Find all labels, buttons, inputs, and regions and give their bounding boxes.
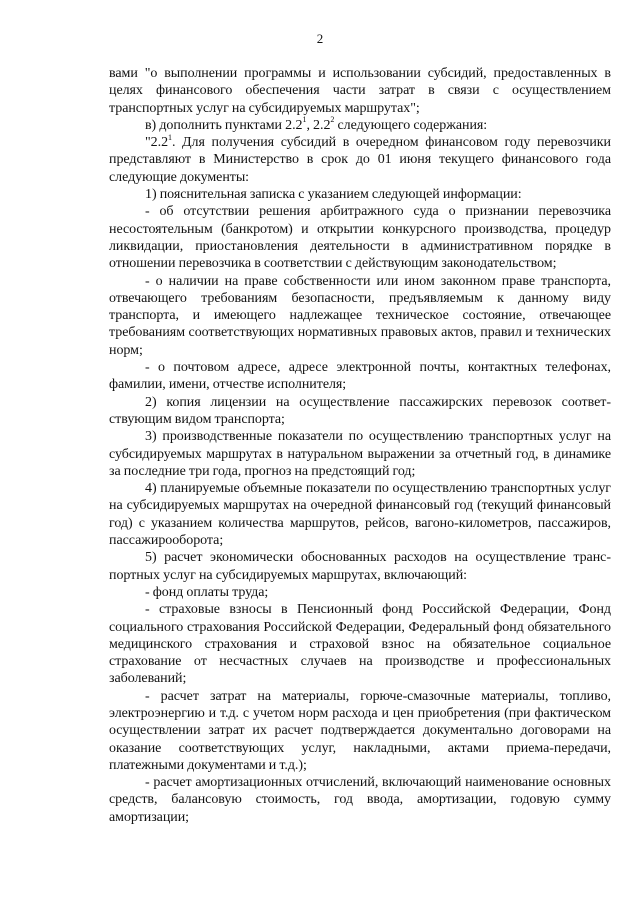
document-body — [109, 65, 611, 826]
paragraph: вами "о выполнении программы и использовании субсидий, предоставленных в целях финансового обеспечения части затрат в связи с осуществлением транспортных услуг на субсидируемых маршрутах"; — [109, 66, 611, 116]
paragraph: 3) производственные показатели по осуществлению транспортных услуг на субсидируемых маршрутах в натуральном выражении за отчетный год, в динамике за последние три года, прогноз на предстоящий год; — [109, 429, 611, 479]
paragraph: - о наличии на праве собственности или ином законном праве транспорта, отвечающего требованиям безопасности, предъявляемым к данному виду транспорта, и имеющего надлежащее техническое состояние, отвечающее требованиям соответствующих нормативных правовых актов, правил и технических норм; — [109, 273, 611, 358]
paragraph: 2) копия лицензии на осуществление пассажирских перевозок соответствующим видом транспорта; — [109, 394, 611, 427]
paragraph: в) дополнить пунктами $2.2^1$, $2.2^2$ следующего содержания: — [145, 115, 488, 133]
paragraph: - фонд оплаты труда; — [145, 584, 269, 600]
paragraph: - об отсутствии решения арбитражного суда о признании перевозчика несостоятельным (банкротом) и открытии конкурсного производства, процедур ликвидации, приостановления деятельности в административном порядке в отношении перевозчика в соответствии с действующим законодательством; — [109, 204, 611, 272]
page-number: 2 — [316, 31, 324, 46]
paragraph: 5) расчет экономически обоснованных расходов на осуществление транспортных услуг на субсидируемых маршрутах, включающий: — [109, 550, 611, 583]
paragraph: - страховые взносы в Пенсионный фонд Российской Федерации, Фонд социального страхования Российской Федерации, Федеральный фонд обязательного медицинского страхования и страховой взнос на обязательное социальное страхование от несчастных случаев на производстве и профессиональных заболеваний; — [109, 602, 611, 687]
paragraph: 4) планируемые объемные показатели по осуществлению транспортных услуг на субсидируемых маршрутах на очередной финансовый год (текущий финансовый год) с указанием количества маршрутов, рейсов, вагоно-километров, пассажиров, пассажирооборота; — [109, 481, 611, 549]
paragraph: - расчет амортизационных отчислений, включающий наименование основных средств, балансовую стоимость, год ввода, амортизации, годовую сумму амортизации; — [109, 775, 611, 825]
paragraph: - о почтовом адресе, адресе электронной почты, контактных телефонах, фамилии, имени, отчестве исполнителя; — [109, 360, 611, 393]
paragraph: "$2.2^1$. Для получения субсидий в очередном финансовом году перевозчики представляют в Министерство в срок до 01 июня текущего финансового года следующие документы: — [109, 132, 611, 185]
paragraph: 1) пояснительная записка с указанием следующей информации: — [145, 187, 522, 203]
paragraph: - расчет затрат на материалы, горюче-смазочные материалы, топливо, электроэнергию и т.д. с учетом норм расхода и цен приобретения (при фактическом осуществлении затрат их расчет подтверждается документально договорами на оказание соответствующих услуг, накладными, актами приема-передачи, платежными документами и т.д.); — [109, 688, 611, 773]
